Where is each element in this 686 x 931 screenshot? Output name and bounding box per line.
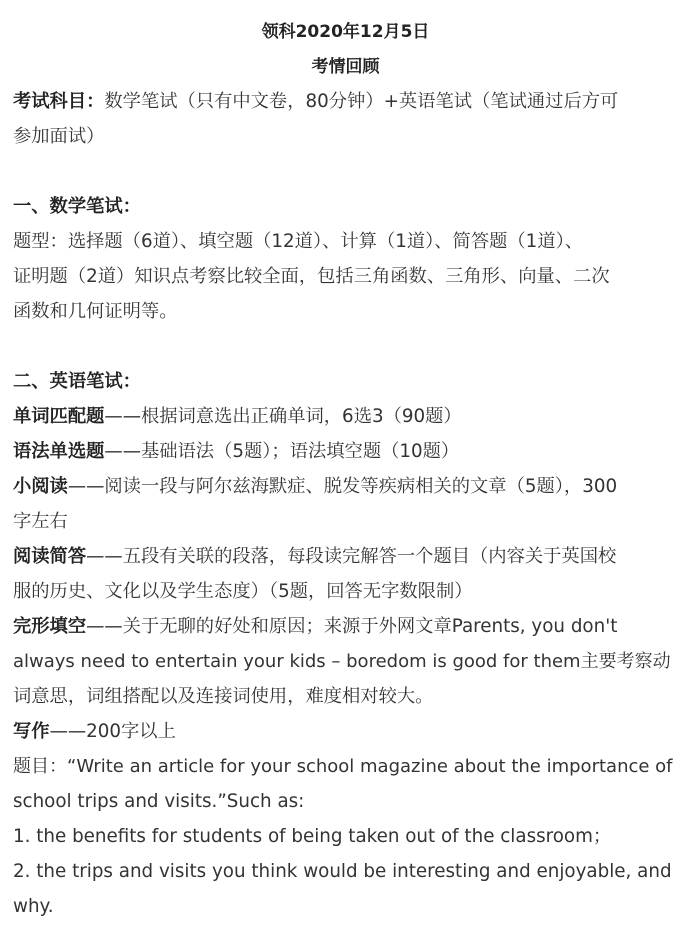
article-title: 领科2020年12月5日 [261, 22, 430, 42]
writing-text: ——200字以上 [49, 721, 176, 742]
cloze-line-3: 词意思，词组搭配以及连接词使用，难度相对较大。 [13, 686, 434, 707]
writing-point-1: 1. the benefits for students of being taken out of the classroom； [13, 826, 612, 847]
exam-subjects-line-1 [13, 90, 618, 114]
reading-short-answer-text: ——五段有关联的段落，每段读完解答一个题目（内容关于英国校 [86, 546, 617, 567]
writing-point-2-line-2: why. [13, 896, 54, 917]
grammar-label: 语法单选题 [13, 441, 105, 462]
grammar-text: ——基础语法（5题）；语法填空题（10题） [104, 441, 460, 462]
writing-label: 写作 [13, 721, 50, 742]
exam-subjects-text: 数学笔试（只有中文卷，80分钟）+英语笔试（笔试通过后方可 [104, 91, 619, 112]
cloze-label: 完形填空 [13, 616, 87, 637]
cloze-item [13, 615, 617, 639]
short-reading-text: ——阅读一段与阿尔兹海默症、脱发等疾病相关的文章（5题），300 [67, 476, 618, 497]
short-reading-label: 小阅读 [13, 476, 68, 497]
cloze-line-2: always need to entertain your kids – boredom is good for them主要考察动 [13, 651, 671, 672]
reading-short-answer-label: 阅读简答 [13, 546, 87, 567]
word-matching-item [13, 405, 462, 429]
writing-prompt-line-2: school trips and visits.”Such as: [13, 791, 305, 812]
grammar-item [13, 440, 459, 464]
english-section-heading: 二、英语笔试： [13, 371, 141, 392]
short-reading-item [13, 475, 617, 499]
writing-prompt-line-1: 题目：“Write an article for your school magazine about the importance of [13, 756, 673, 777]
exam-subjects-line-2: 参加面试） [13, 126, 105, 147]
article-subtitle: 考情回顾 [311, 57, 380, 77]
math-section-heading: 一、数学笔试： [13, 196, 141, 217]
math-section-line-3: 函数和几何证明等。 [13, 301, 178, 322]
math-section-line-2: 证明题（2道）知识点考察比较全面，包括三角函数、三角形、向量、二次 [13, 266, 610, 287]
writing-point-2-line-1: 2. the trips and visits you think would be interesting and enjoyable, and [13, 861, 672, 882]
word-matching-text: ——根据词意选出正确单词，6选3（90题） [104, 406, 462, 427]
short-reading-line-2: 字左右 [13, 511, 68, 532]
reading-short-answer-item [13, 545, 616, 569]
writing-item [13, 720, 176, 744]
exam-subjects-label: 考试科目： [13, 91, 105, 112]
cloze-text: ——关于无聊的好处和原因；来源于外网文章Parents, you don't [86, 616, 618, 637]
reading-short-answer-line-2: 服的历史、文化以及学生态度）（5题，回答无字数限制） [13, 581, 473, 602]
word-matching-label: 单词匹配题 [13, 406, 105, 427]
math-section-line-1: 题型：选择题（6道）、填空题（12道）、计算（1道）、简答题（1道）、 [13, 231, 584, 252]
